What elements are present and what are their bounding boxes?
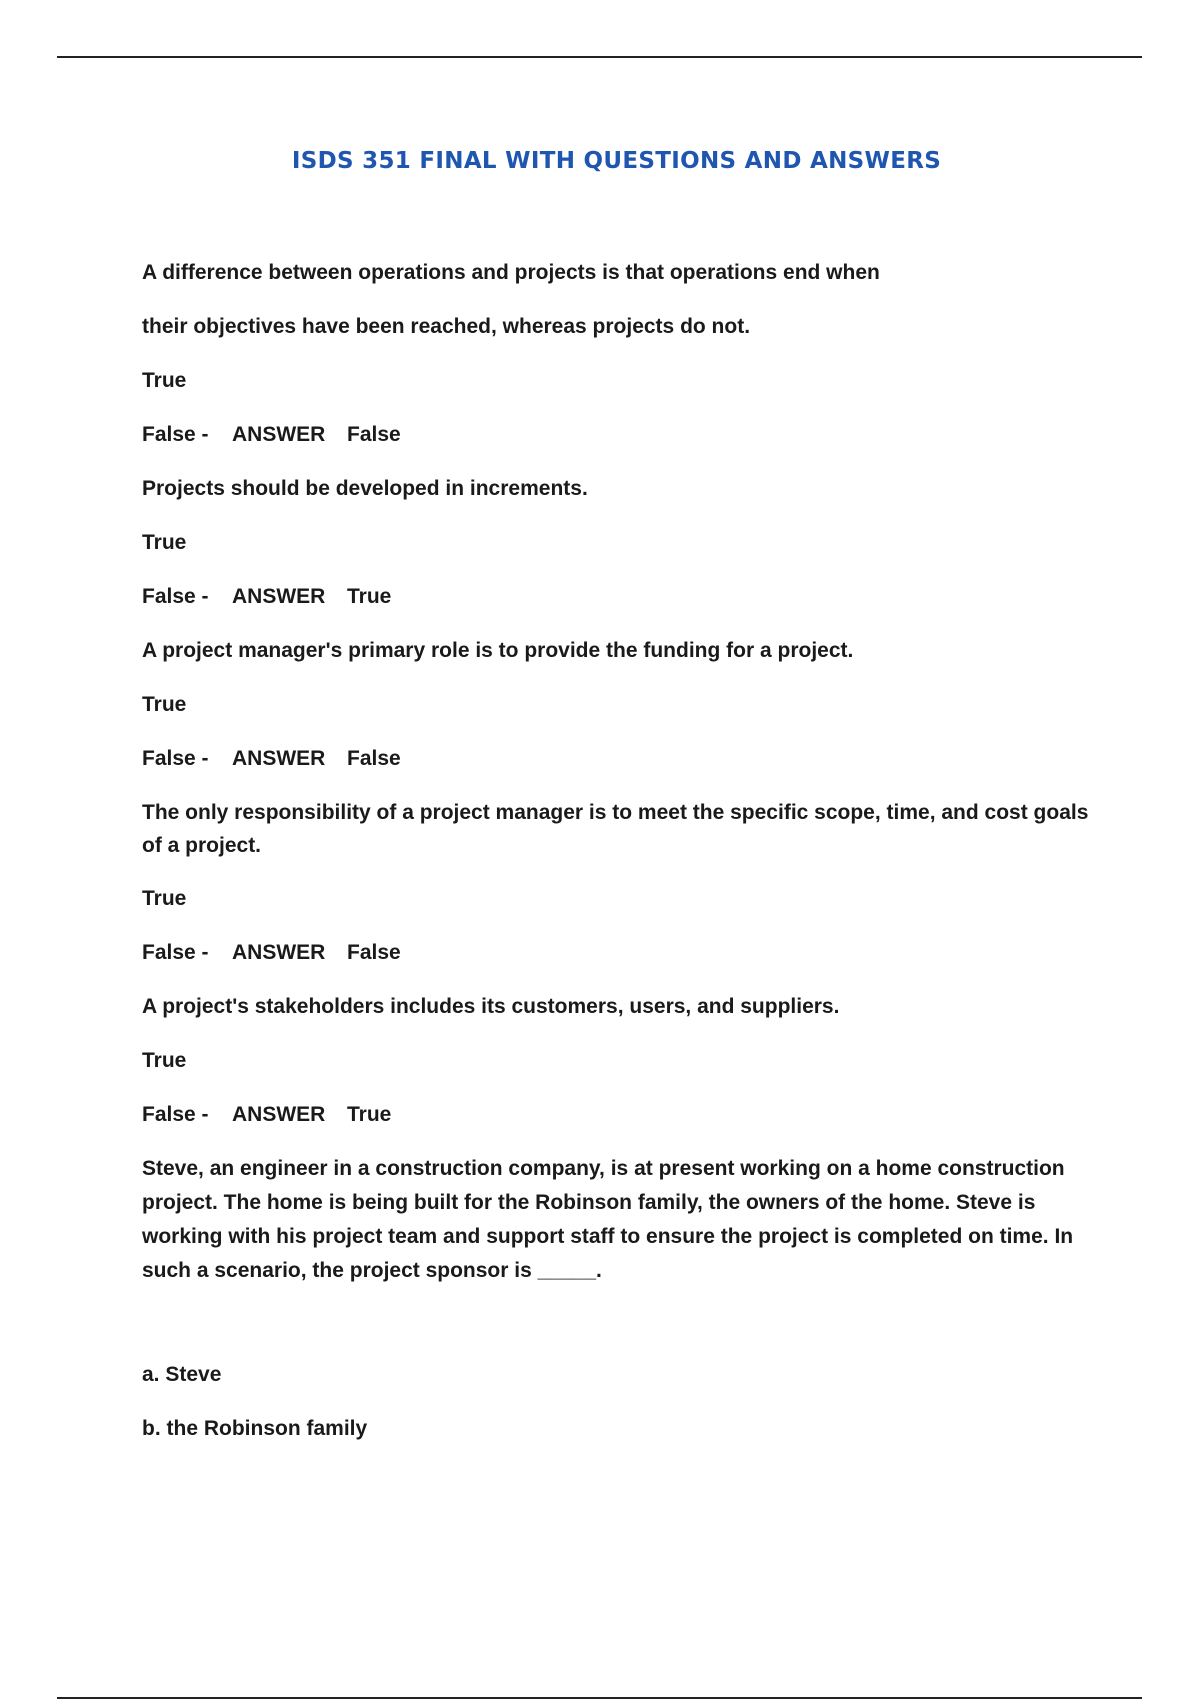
question-5: A project's stakeholders includes its customers, users, and suppliers. bbox=[142, 995, 840, 1018]
option-a: a. Steve bbox=[142, 1363, 222, 1386]
answer-row bbox=[142, 580, 1092, 614]
answer-label: ANSWER bbox=[232, 941, 326, 964]
question-2: Projects should be developed in increments. bbox=[142, 477, 588, 500]
question-4: The only responsibility of a project manager is to meet the specific scope, time, and cost goals of a project. bbox=[142, 801, 1089, 857]
answer-label: ANSWER bbox=[232, 585, 326, 608]
footer-rule bbox=[57, 1697, 1142, 1699]
answer-label: ANSWER bbox=[232, 747, 326, 770]
option-true: True bbox=[142, 693, 187, 716]
option-false: False - bbox=[142, 585, 209, 608]
header-rule bbox=[57, 56, 1142, 58]
answer-value: True bbox=[347, 1103, 392, 1126]
option-true: True bbox=[142, 531, 187, 554]
answer-row bbox=[142, 418, 1092, 452]
answer-value: False bbox=[347, 747, 401, 770]
answer-label: ANSWER bbox=[232, 1103, 326, 1126]
answer-row bbox=[142, 742, 1092, 776]
answer-value: True bbox=[347, 585, 392, 608]
question-1-line-2: their objectives have been reached, whereas projects do not. bbox=[142, 315, 751, 338]
option-false: False - bbox=[142, 1103, 209, 1126]
option-false: False - bbox=[142, 423, 209, 446]
document-title: ISDS 351 FINAL WITH QUESTIONS AND ANSWERS bbox=[291, 148, 942, 174]
answer-label: ANSWER bbox=[232, 423, 326, 446]
option-false: False - bbox=[142, 747, 209, 770]
question-6: Steve, an engineer in a construction company, is at present working on a home construction project. The home is being built for the Robinson family, the owners of the home. Steve is working with his project team and support staff to ensure the project is completed on time. In such a scenario, the project sponsor is _____. bbox=[142, 1157, 1074, 1282]
question-1-line-1: A difference between operations and projects is that operations end when bbox=[142, 261, 880, 284]
document-body bbox=[142, 256, 1092, 1466]
option-b: b. the Robinson family bbox=[142, 1417, 368, 1440]
option-true: True bbox=[142, 1049, 187, 1072]
answer-value: False bbox=[347, 941, 401, 964]
option-true: True bbox=[142, 887, 187, 910]
answer-value: False bbox=[347, 423, 401, 446]
answer-row bbox=[142, 1098, 1092, 1132]
option-false: False - bbox=[142, 941, 209, 964]
answer-row bbox=[142, 936, 1092, 970]
option-true: True bbox=[142, 369, 187, 392]
question-3: A project manager's primary role is to provide the funding for a project. bbox=[142, 639, 854, 662]
spacer bbox=[142, 1308, 1092, 1358]
